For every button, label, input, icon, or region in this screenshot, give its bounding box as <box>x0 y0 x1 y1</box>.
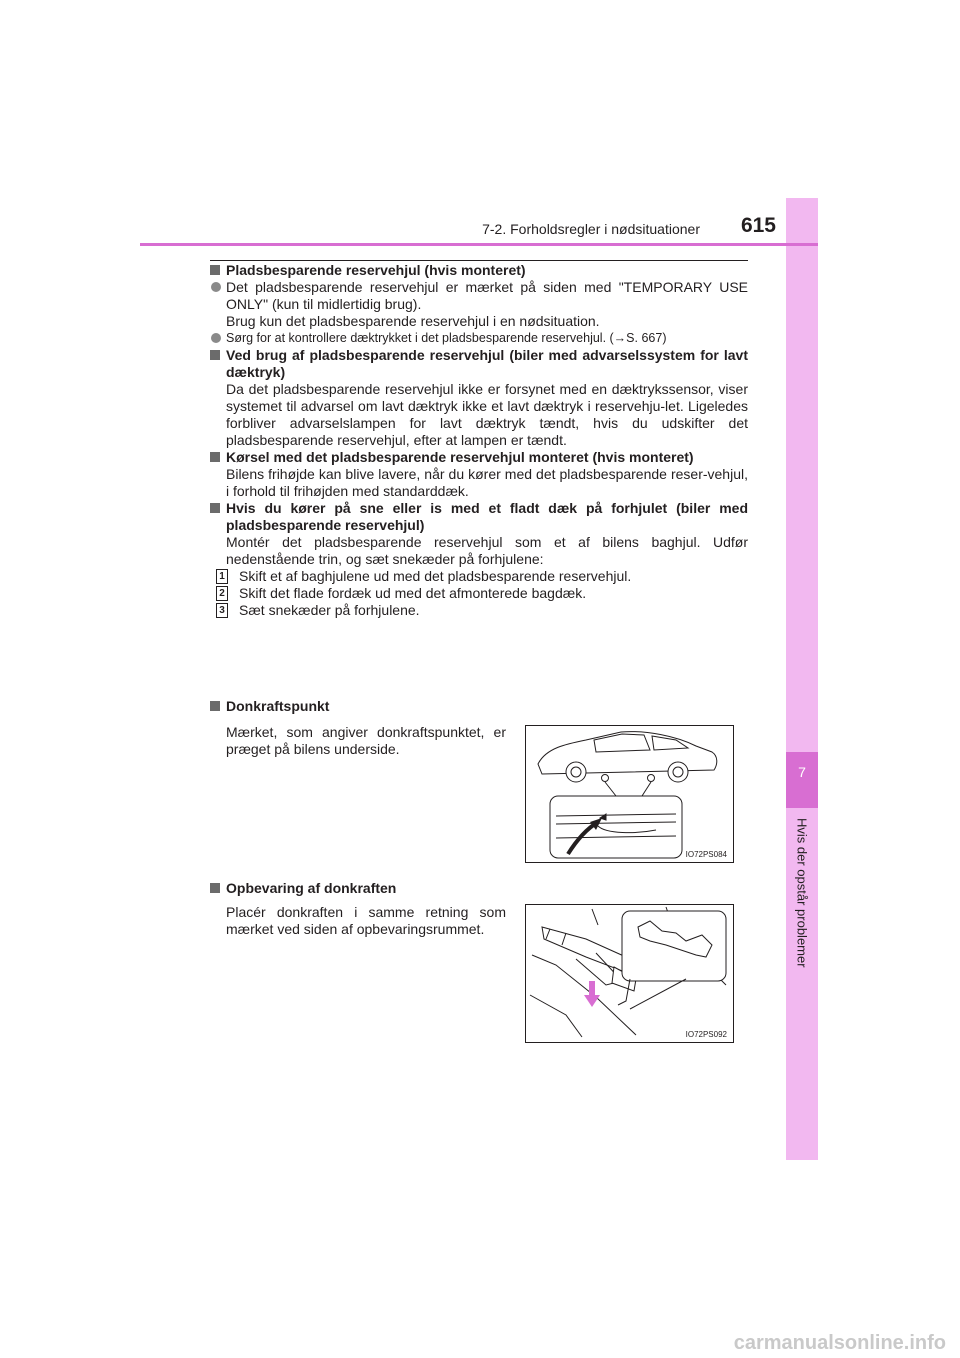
chapter-title-vertical <box>787 818 817 988</box>
section-body: Montér det pladsbesparende reservehjul som et af bilens baghjul. Udfør nedenstående trin, og sæt snekæder på forhjulene: <box>226 534 748 567</box>
bullet-item: Det pladsbesparende reservehjul er mærket på siden med "TEMPORARY USE ONLY" (kun til midlertidig brug). Brug kun det pladsbesparende reservehjul i en nødsituation. <box>210 279 748 330</box>
square-bullet-icon <box>210 452 220 462</box>
jack-point-illustration <box>525 725 734 863</box>
round-bullet-icon <box>211 333 221 343</box>
numbered-step: 1 Skift et af baghjulene ud med det pladsbesparende reservehjul. <box>210 568 748 585</box>
chapter-number-tab <box>786 752 818 808</box>
square-bullet-icon <box>210 503 220 513</box>
round-bullet-icon <box>211 282 221 292</box>
numbered-step: 3 Sæt snekæder på forhjulene. <box>210 602 748 619</box>
bullet-item: Sørg for at kontrollere dæktrykket i det pladsbesparende reservehjul. (→S. 667) <box>210 330 748 347</box>
section-body: Mærket, som angiver donkraftspunktet, er præget på bilens underside. <box>226 724 506 757</box>
section-body: Bilens frihøjde kan blive lavere, når du kører med det pladsbesparende reser-vehjul, i forhold til frihøjden med standarddæk. <box>226 466 748 499</box>
section-body: Placér donkraften i samme retning som mærket ved siden af opbevaringsrummet. <box>226 904 506 937</box>
step-number-box: 3 <box>216 603 228 618</box>
content-top-rule <box>210 260 748 261</box>
header-rule <box>140 243 818 246</box>
section-heading: Kørsel med det pladsbesparende reservehjul monteret (hvis monteret) <box>210 449 748 466</box>
section-heading: Pladsbesparende reservehjul (hvis monteret) <box>210 262 748 279</box>
chapter-title: Hvis der opstår problemer <box>794 818 810 968</box>
main-content <box>210 262 748 619</box>
square-bullet-icon <box>210 883 220 893</box>
chapter-side-tab <box>786 198 818 1160</box>
numbered-step: 2 Skift det flade fordæk ud med det afmonterede bagdæk. <box>210 585 748 602</box>
section-heading: Hvis du kører på sne eller is med et fladt dæk på forhjulet (biler med pladsbesparende reservehjul) <box>210 500 748 534</box>
step-number-box: 2 <box>216 586 228 601</box>
car-side-jack-point-icon <box>526 726 733 862</box>
square-bullet-icon <box>210 701 220 711</box>
square-bullet-icon <box>210 265 220 275</box>
jack-storage-icon <box>526 905 733 1042</box>
square-bullet-icon <box>210 350 220 360</box>
section-heading: Ved brug af pladsbesparende reservehjul (biler med advarselssystem for lavt dæktryk) <box>210 347 748 381</box>
section-body: Da det pladsbesparende reservehjul ikke er forsynet med en dæktrykssensor, viser systemet til advarsel om lavt dæktryk ikke et lavt dæktryk i reservehju-let. Ligeledes forbliver advarselslampen for lavt dæktryk tændt, hvis du udskifter det pladsbesparende reservehjul, efter at lampen er tændt. <box>226 381 748 448</box>
jack-storage-illustration <box>525 904 734 1043</box>
figure-code: IO72PS084 <box>685 850 727 859</box>
footer-watermark: carmanualsonline.info <box>733 1332 946 1354</box>
figure-code: IO72PS092 <box>685 1030 727 1039</box>
chapter-number: 7 <box>798 764 806 780</box>
header-section-title: 7-2. Forholdsregler i nødsituationer <box>482 221 700 237</box>
section-heading: Opbevaring af donkraften <box>210 880 396 896</box>
step-number-box: 1 <box>216 569 228 584</box>
section-heading: Donkraftspunkt <box>210 698 329 714</box>
footer <box>0 1330 960 1358</box>
page-number: 615 <box>740 214 776 237</box>
